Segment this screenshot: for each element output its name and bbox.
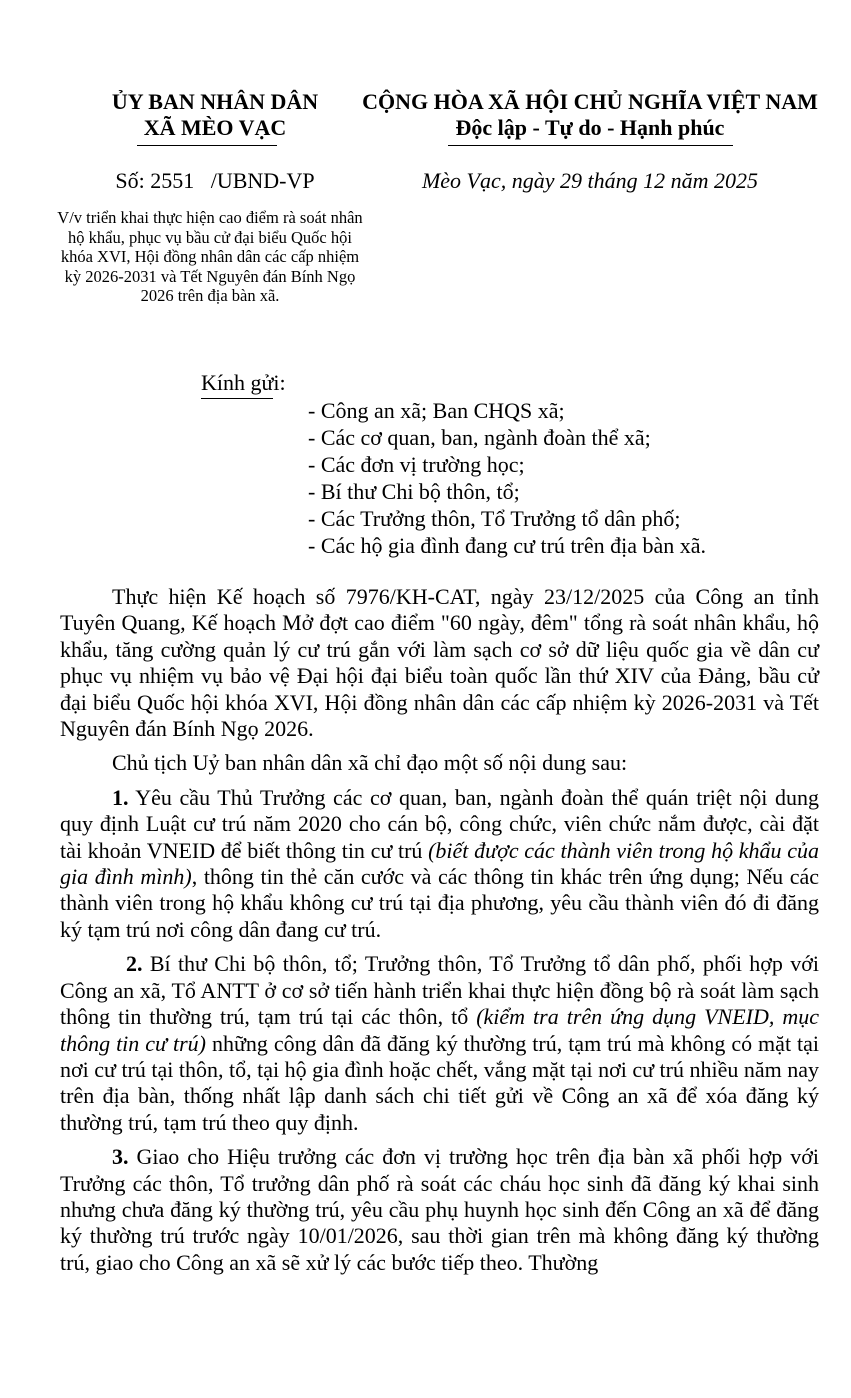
item-2-text-end: những công dân đã đăng ký thường trú, tạm trú mà không có mặt tại nơi cư trú tại thôn, tổ, tại hộ gia đình hoặc chết, vắng mặt tại nơi cư trú nhiều năm nay trên địa bàn, thống nhất lập danh sách chi tiết gửi về Công an xã để xóa đăng ký thường trú, tạm trú theo quy định. xyxy=(60,1030,819,1135)
national-title: CỘNG HÒA XÃ HỘI CHỦ NGHĨA VIỆT NAM xyxy=(362,89,818,114)
item-3-number: 3. xyxy=(112,1144,129,1170)
document-subject: V/v triển khai thực hiện cao điểm rà soát nhân hộ khẩu, phục vụ bầu cử đại biểu Quốc hội khóa XVI, Hội đồng nhân dân các cấp nhiệm kỳ 2026-2031 và Tết Nguyên đán Bính Ngọ 2026 trên địa bàn xã. xyxy=(57,208,363,306)
intro-paragraph: Thực hiện Kế hoạch số 7976/KH-CAT, ngày 23/12/2025 của Công an tỉnh Tuyên Quang, Kế hoạch Mở đợt cao điểm "60 ngày, đêm" tổng rà soát nhân khẩu, hộ khẩu, tăng cường quản lý cư trú gắn với làm sạch cơ sở dữ liệu quốc gia về dân cư phục vụ nhiệm vụ bảo vệ Đại hội đại biểu toàn quốc lần thứ XIV của Đảng, bầu cử đại biểu Quốc hội khóa XVI, Hội đồng nhân dân các cấp nhiệm kỳ 2026-2031 và Tết Nguyên đán Bính Ngọ 2026. xyxy=(60,584,819,742)
document-number: Số: 2551 /UBND-VP xyxy=(115,168,315,193)
recipient-item: - Các Trưởng thôn, Tổ Trưởng tổ dân phố; xyxy=(308,506,681,531)
item-1-text-end: , thông tin thẻ căn cước và các thông tin khác trên ứng dụng; Nếu các thành viên trong hộ khẩu không cư trú tại địa phương, yêu cầu thành viên đó đi đăng ký tạm trú nơi công dân đang cư trú. xyxy=(60,864,819,942)
issuing-commune: XÃ MÈO VẠC xyxy=(143,115,287,140)
item-2-paragraph xyxy=(60,951,819,1136)
authority-underline xyxy=(137,145,277,146)
recipient-item: - Công an xã; Ban CHQS xã; xyxy=(308,398,565,423)
item-1-paragraph xyxy=(60,785,819,943)
item-3-paragraph xyxy=(60,1144,819,1276)
recipients-label: Kính gửi: xyxy=(201,370,286,395)
recipient-list xyxy=(308,397,706,559)
item-2-number: 2. xyxy=(126,951,143,977)
item-1-number: 1. xyxy=(112,784,129,810)
item-2-text: Bí thư Chi bộ thôn, tổ; Trưởng thôn, Tổ Trưởng tổ dân phố, phối hợp với Công an xã, Tổ ANTT ở cơ sở tiến hành triển khai thực hiện đồng bộ rà soát làm sạch thông tin thường trú, tạm trú tại các thôn, tổ xyxy=(60,951,819,1030)
item-1-italic: (biết được các thành viên trong hộ khẩu của gia đình mình) xyxy=(60,837,819,890)
item-3-text: Giao cho Hiệu trưởng các đơn vị trường học trên địa bàn xã phối hợp với Trưởng các thôn, Tổ trưởng dân phố rà soát các cháu học sinh đã đăng ký khai sinh nhưng chưa đăng ký thường trú, yêu cầu phụ huynh học sinh đến Công an xã để đăng ký thường trú trước ngày 10/01/2026, sau thời gian trên mà không đăng ký thường trú, giao cho Công an xã sẽ xử lý các bước tiếp theo. Thường xyxy=(60,1144,819,1275)
item-1-text: Yêu cầu Thủ Trưởng các cơ quan, ban, ngành đoàn thể quán triệt nội dung quy định Luật cư trú năm 2020 cho cán bộ, công chức, viên chức nắm được, cài đặt tài khoản VNEID để biết thông tin cư trú xyxy=(60,784,819,863)
document-body xyxy=(60,584,819,1284)
national-motto: Độc lập - Tự do - Hạnh phúc xyxy=(455,115,725,140)
recipient-item: - Các đơn vị trường học; xyxy=(308,452,525,477)
recipient-item: - Bí thư Chi bộ thôn, tổ; xyxy=(308,479,520,504)
place-and-date: Mèo Vạc, ngày 29 tháng 12 năm 2025 xyxy=(421,168,759,193)
motto-underline xyxy=(448,145,733,146)
item-2-italic: (kiểm tra trên ứng dụng VNEID, mục thông tin cư trú) xyxy=(60,1004,819,1056)
recipients-label-underline xyxy=(201,398,273,399)
directive-paragraph: Chủ tịch Uỷ ban nhân dân xã chỉ đạo một số nội dung sau: xyxy=(112,750,628,776)
recipient-item: - Các hộ gia đình đang cư trú trên địa bàn xã. xyxy=(308,533,707,558)
issuing-authority: ỦY BAN NHÂN DÂN xyxy=(111,89,319,114)
recipient-item: - Các cơ quan, ban, ngành đoàn thể xã; xyxy=(308,425,651,450)
